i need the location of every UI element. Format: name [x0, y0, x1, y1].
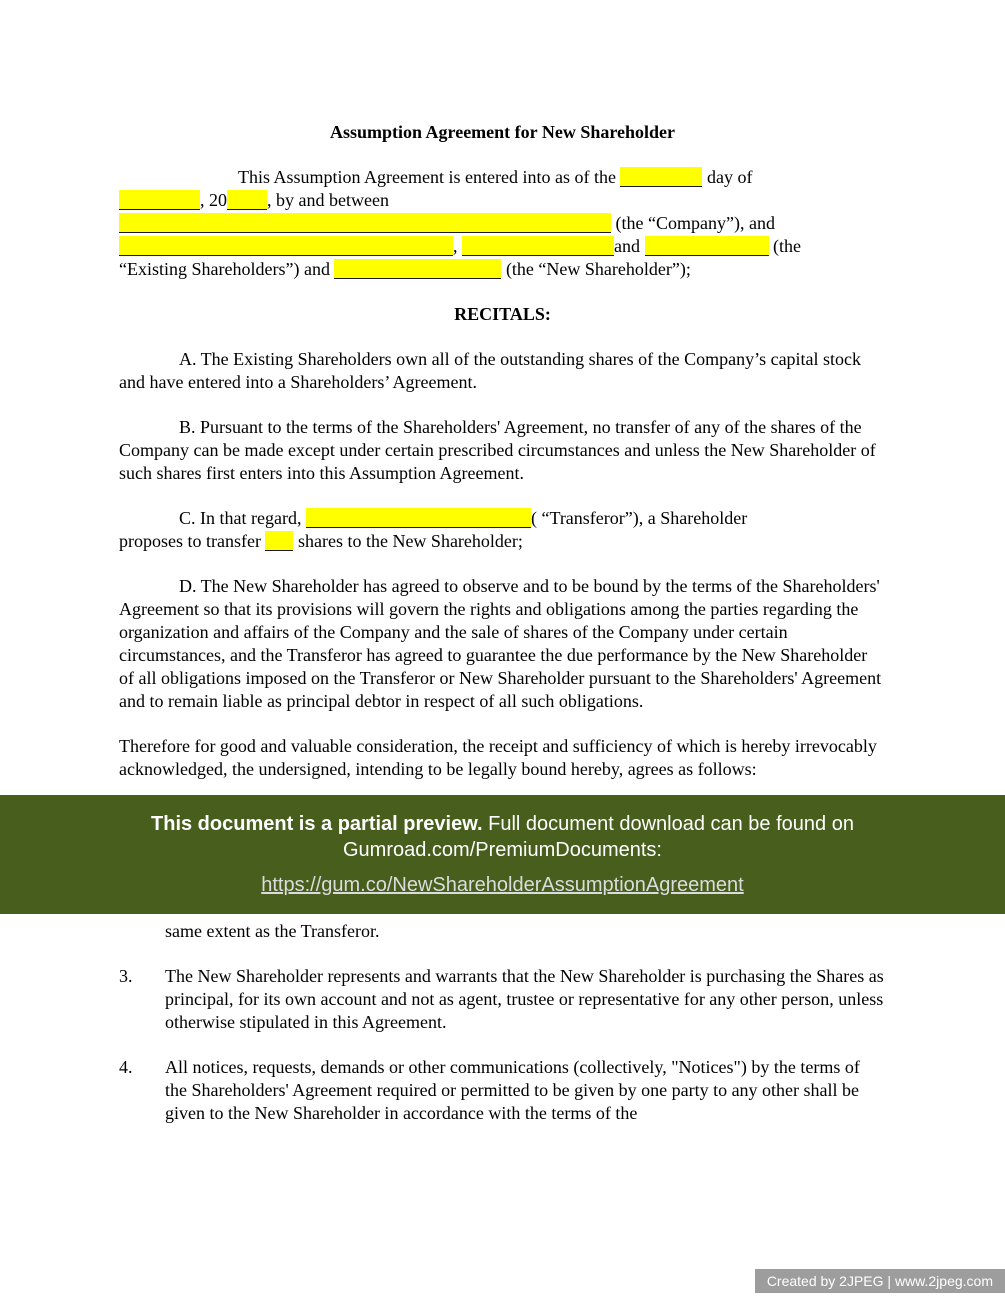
blank-field	[119, 213, 611, 233]
blank-field	[620, 167, 702, 187]
blank-field	[119, 190, 200, 210]
therefore-paragraph: Therefore for good and valuable consideration, the receipt and sufficiency of which is hereby irrevocably acknowledged, the undersigned, intending to be legally bound hereby, agrees as follows:	[119, 736, 877, 779]
item-text: All notices, requests, demands or other communications (collectively, "Notices") by the terms of the Shareholders' Agreement required or permitted to be given by one party to any other shall be given to the New Shareholder in accordance with the terms of the	[165, 1057, 860, 1123]
document-bottom-content	[0, 914, 1005, 1125]
blank-field	[227, 190, 267, 210]
item-number: 4.	[119, 1057, 133, 1077]
banner-regular-text: Full document download can be found on	[482, 813, 854, 835]
text-run: proposes to transfer	[119, 531, 266, 551]
intro-paragraph	[119, 166, 886, 281]
recital-d: D. The New Shareholder has agreed to observe and to be bound by the terms of the Shareholders' Agreement so that its provisions will govern the rights and obligations among the parties regarding the organization and affairs of the Company and the sale of shares of the Company under certain circumstances, and the Transferor has agreed to guarantee the due performance by the New Shareholder of all obligations imposed on the Transferor or New Shareholder pursuant to the Shareholders' Agreement and to remain liable as principal debtor in respect of all such obligations.	[119, 576, 882, 711]
text-run: ,	[453, 236, 462, 256]
banner-line-2: Gumroad.com/PremiumDocuments:	[343, 839, 662, 861]
numbered-item-3	[119, 965, 886, 1034]
text-run: , by and between	[267, 190, 389, 210]
recital-c	[119, 507, 886, 553]
numbered-item-4	[119, 1056, 886, 1125]
banner-line-1	[40, 811, 965, 837]
preview-banner	[0, 795, 1005, 914]
text-run: and	[614, 236, 645, 256]
item-number: 3.	[119, 966, 133, 986]
watermark: Created by 2JPEG | www.2jpeg.com	[755, 1269, 1005, 1293]
blank-field	[645, 236, 769, 256]
recital-b: B. Pursuant to the terms of the Shareholders' Agreement, no transfer of any of the shares of the Company can be made except under certain prescribed circumstances and unless the New Shareholder of such shares first enters into this Assumption Agreement.	[119, 417, 876, 483]
blank-field	[119, 236, 453, 256]
text-run: “Existing Shareholders”) and	[119, 259, 335, 279]
text-run: C. In that regard,	[179, 508, 306, 528]
blank-field	[265, 531, 293, 551]
text-run: (the “Company”), and	[611, 213, 775, 233]
blank-field	[462, 236, 614, 256]
blank-field	[334, 259, 501, 279]
gumroad-link[interactable]: https://gum.co/NewShareholderAssumptionAgreement	[261, 874, 744, 896]
recital-a: A. The Existing Shareholders own all of the outstanding shares of the Company’s capital stock and have entered into a Shareholders’ Agreement.	[119, 349, 862, 392]
text-run: (the	[768, 236, 801, 256]
text-run: shares to the New Shareholder;	[293, 531, 523, 551]
page-title: Assumption Agreement for New Shareholder	[330, 122, 675, 142]
fragment-text: same extent as the Transferor.	[165, 921, 380, 941]
recitals-heading: RECITALS:	[454, 304, 551, 324]
item-text: The New Shareholder represents and warrants that the New Shareholder is purchasing the Shares as principal, for its own account and not as agent, trustee or representative for any other person, unless otherwise stipulated in this Agreement.	[165, 966, 884, 1032]
text-run: , 20	[200, 190, 227, 210]
text-run: day of	[702, 167, 753, 187]
banner-bold-text: This document is a partial preview.	[151, 813, 483, 835]
text-run: (the “New Shareholder”);	[501, 259, 691, 279]
text-run: ( “Transferor”), a Shareholder	[530, 508, 748, 528]
text-run: This Assumption Agreement is entered into as of the	[238, 167, 621, 187]
blank-field	[306, 508, 531, 528]
